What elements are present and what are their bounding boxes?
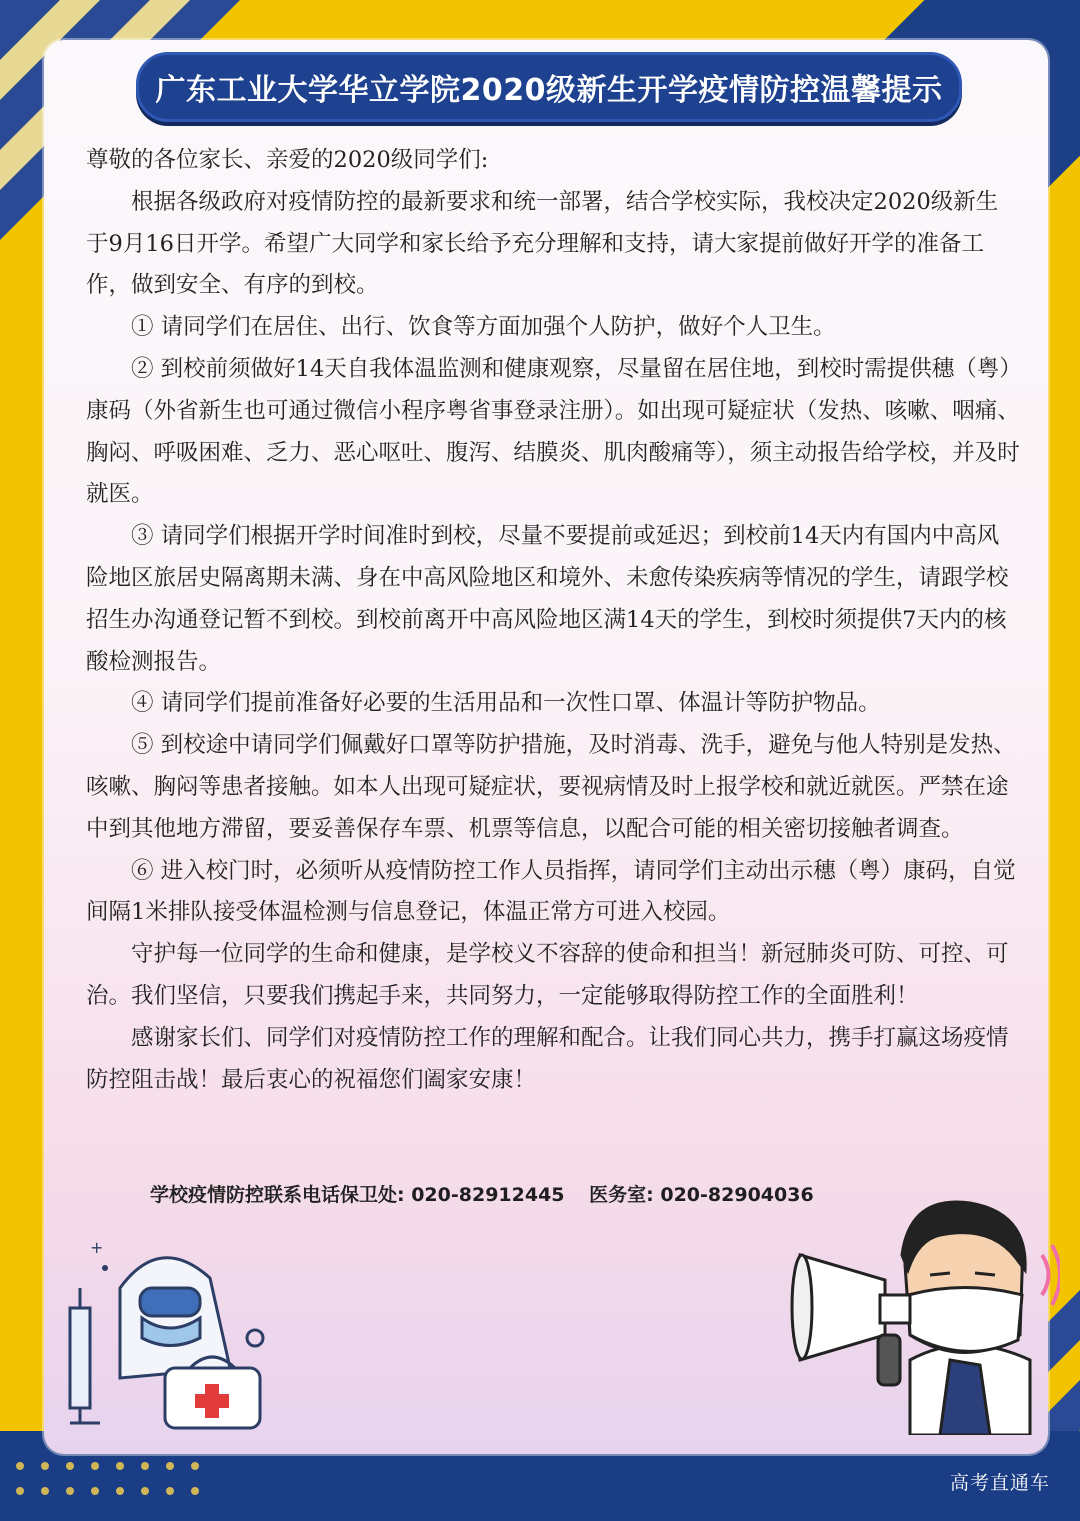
item-6: ⑥ 进入校门时，必须听从疫情防控工作人员指挥，请同学们主动出示穗（粤）康码，自觉间隔1米排队接受体温检测与信息登记，体温正常方可进入校园。: [86, 857, 1016, 926]
item-1: ① 请同学们在居住、出行、饮食等方面加强个人防护，做好个人卫生。: [131, 314, 836, 341]
item-5: ⑤ 到校途中请同学们佩戴好口罩等防护措施，及时消毒、洗手，避免与他人特别是发热、咳嗽、胸闷等患者接触。如本人出现可疑症状，要视病情及时上报学校和就近就医。严禁在途中到其他地方滞留，要妥善保存车票、机票等信息，以配合可能的相关密切接触者调查。: [86, 732, 1016, 842]
svg-text:+: +: [90, 1238, 104, 1257]
page-title: 广东工业大学华立学院2020级新生开学疫情防控温馨提示: [155, 73, 943, 108]
item-4: ④ 请同学们提前准备好必要的生活用品和一次性口罩、体温计等防护物品。: [131, 690, 881, 717]
letter-body: [86, 140, 1020, 1101]
clinic-phone: 医务室: 020-82904036: [589, 1184, 814, 1206]
doctor-with-megaphone-illustration: [790, 1185, 1060, 1435]
intro-paragraph: 根据各级政府对疫情防控的最新要求和统一部署，结合学校实际，我校决定2020级新生于9月16日开学。希望广大同学和家长给予充分理解和支持，请大家提前做好开学的准备工作，做到安全、有序的到校。: [86, 188, 999, 299]
watermark: 高考直通车: [949, 1472, 1050, 1494]
item-3: ③ 请同学们根据开学时间准时到校，尽量不要提前或延迟；到校前14天内有国内中高风险地区旅居史隔离期未满、身在中高风险地区和境外、未愈传染疾病等情况的学生，请跟学校招生办沟通登记暂不到校。到校前离开中高风险地区满14天的学生，到校时须提供7天内的核酸检测报告。: [86, 523, 1009, 675]
greeting: 尊敬的各位家长、亲爱的2020级同学们:: [86, 147, 489, 173]
title-banner: [136, 52, 962, 122]
closing-paragraph-2: 感谢家长们、同学们对疫情防控工作的理解和配合。让我们同心共力，携手打赢这场疫情防控阻击战！最后衷心的祝福您们阖家安康！: [86, 1024, 1009, 1093]
item-2: ② 到校前须做好14天自我体温监测和健康观察，尽量留在居住地，到校时需提供穗（粤）康码（外省新生也可通过微信小程序粤省事登录注册）。如出现可疑症状（发热、咳嗽、咽痛、胸闷、呼吸困难、乏力、恶心呕吐、腹泻、结膜炎、肌肉酸痛等），须主动报告给学校，并及时就医。: [86, 355, 1020, 508]
closing-paragraph-1: 守护每一位同学的生命和健康，是学校义不容辞的使命和担当！新冠肺炎可防、可控、可治。我们坚信，只要我们携起手来，共同努力，一定能够取得防控工作的全面胜利！: [86, 941, 1009, 1009]
security-phone: 学校疫情防控联系电话保卫处: 020-82912445: [150, 1184, 565, 1206]
doctor-with-medkit-illustration: [60, 1228, 290, 1433]
